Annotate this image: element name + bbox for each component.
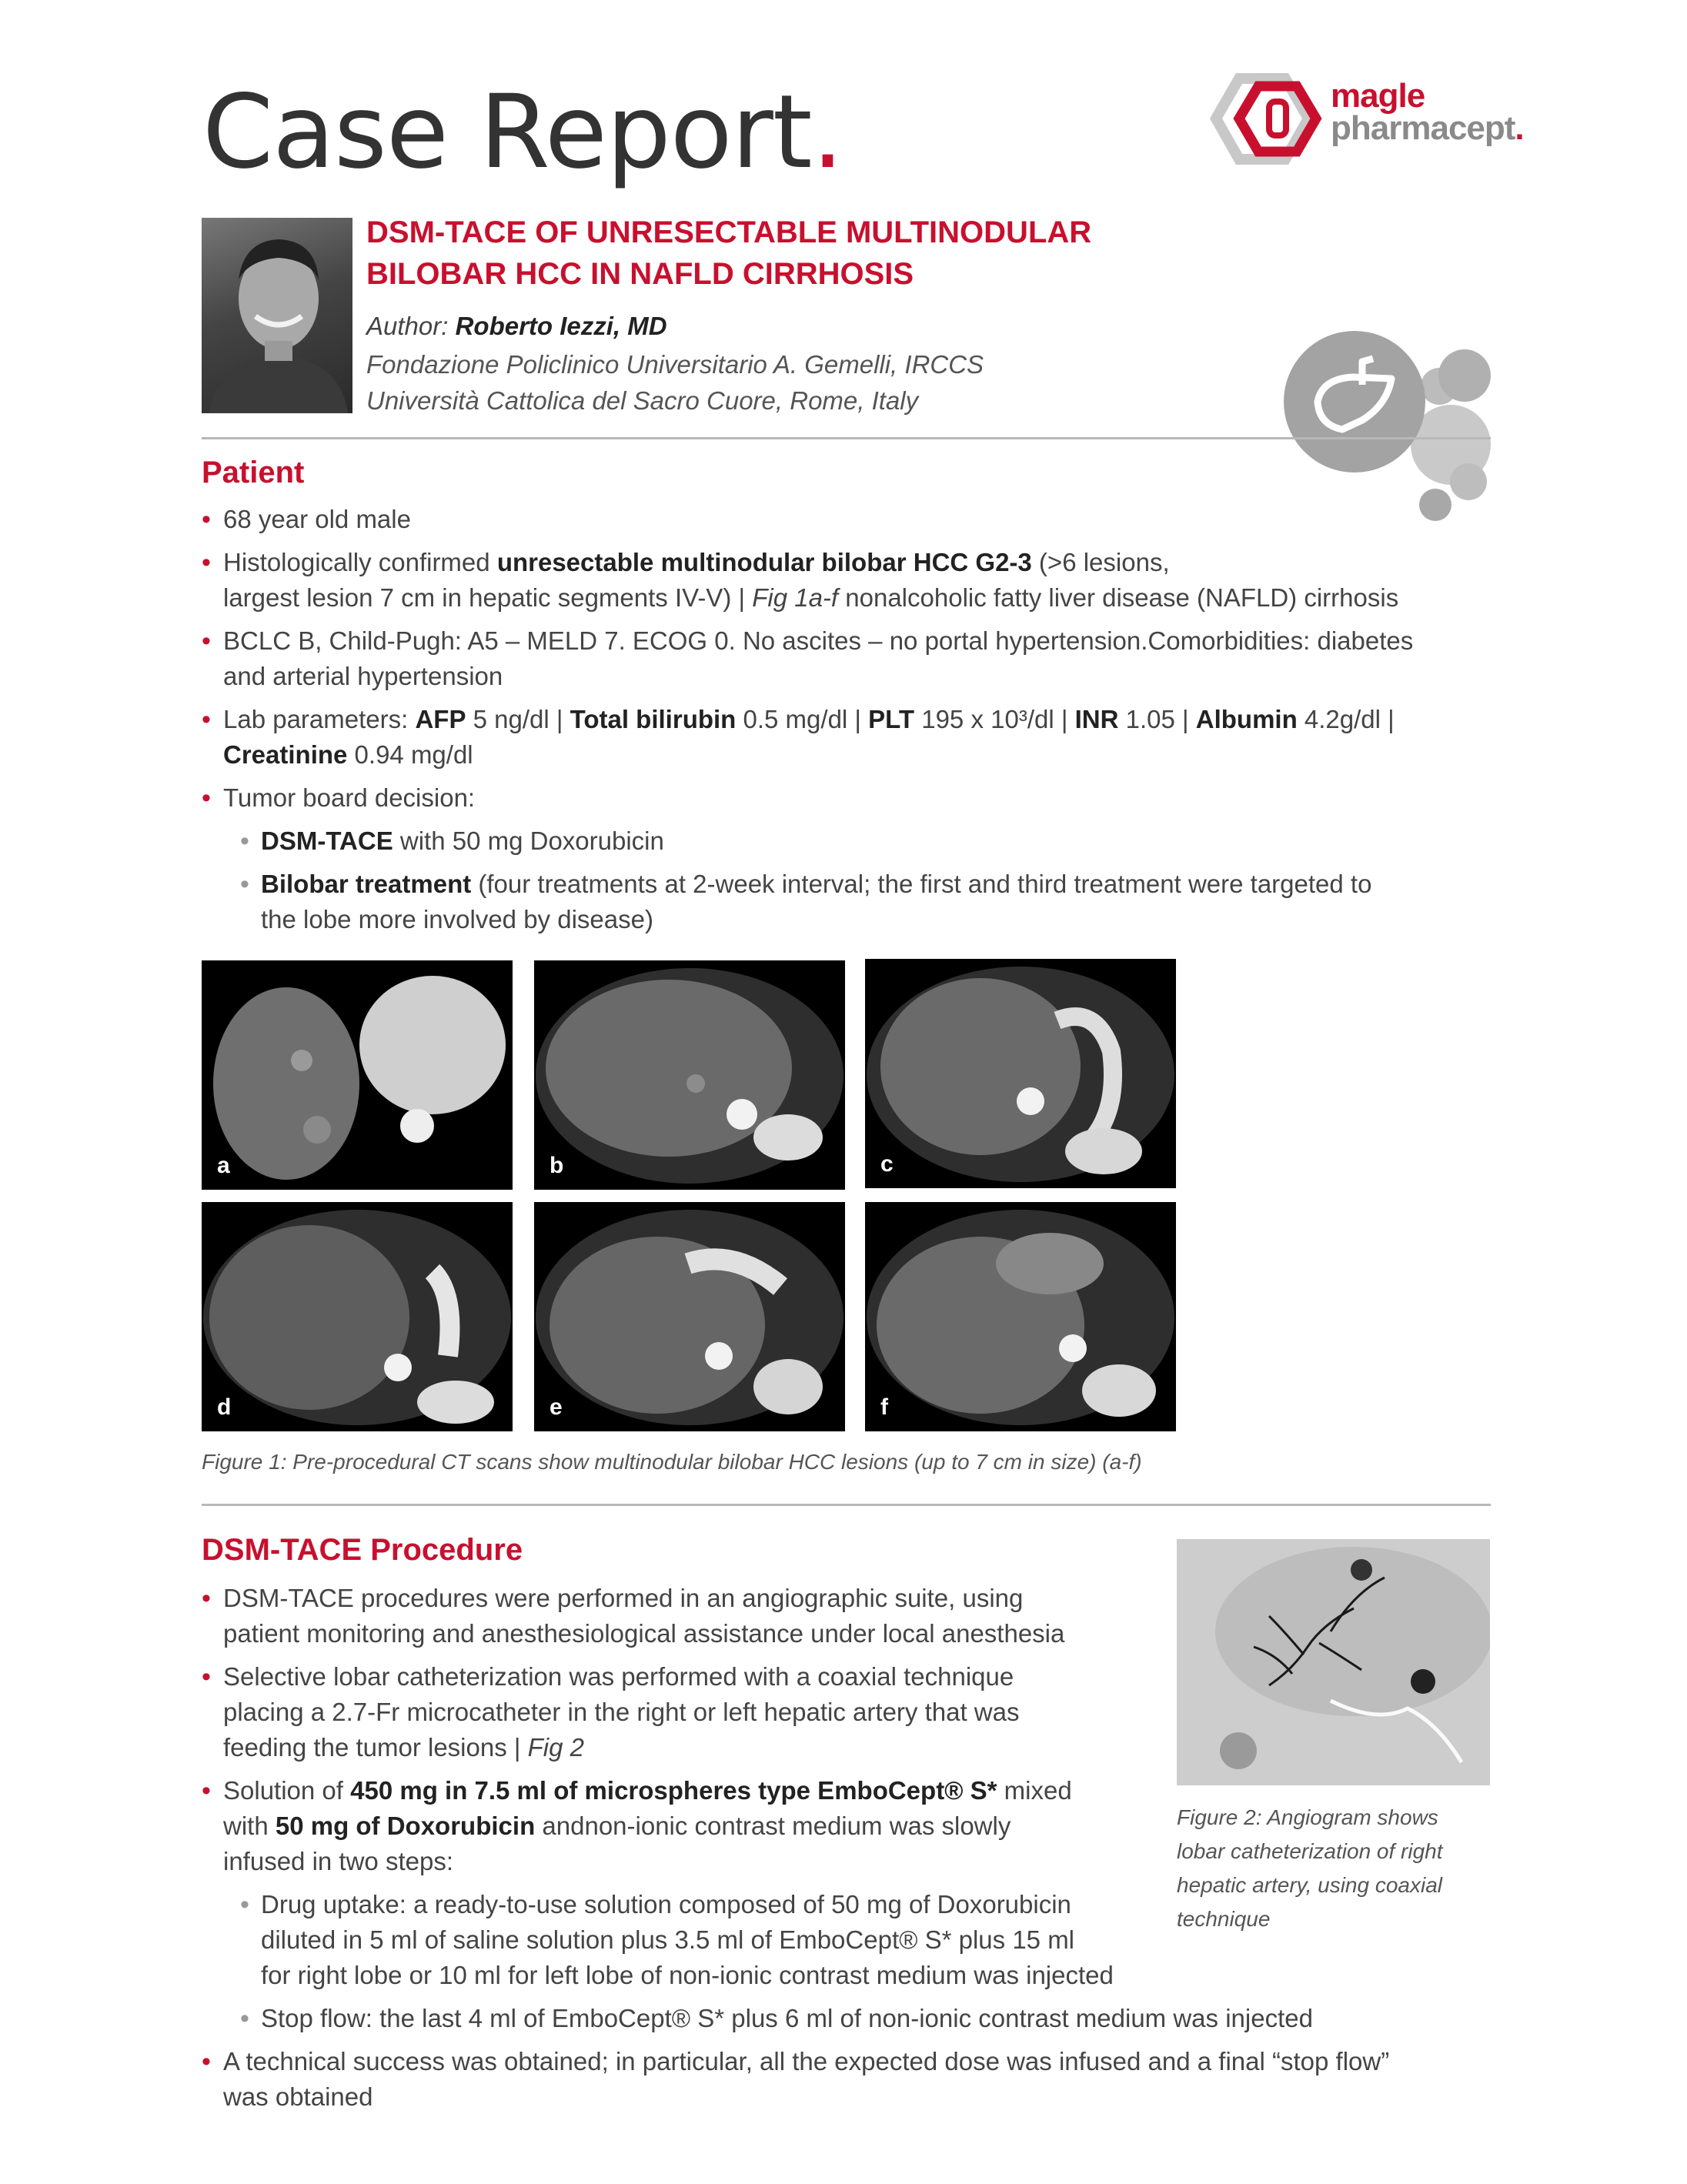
figure-1-caption: Figure 1: Pre-procedural CT scans show multinodular bilobar HCC lesions (up to 7 cm in size) (a-f) — [202, 1450, 1142, 1474]
figure-label: b — [550, 1153, 564, 1178]
ct-scan-d — [202, 1202, 513, 1431]
figure-label: c — [880, 1151, 894, 1177]
list-item: • Selective lobar catheterization was performed with a coaxial technique placing a 2.7-Fr microcatheter in the right or left hepatic artery that was feeding the tumor lesions | Fig 2 — [202, 1659, 1510, 1765]
ct-scan-f — [865, 1202, 1176, 1431]
affiliation-1: Fondazione Policlinico Universitario A. Gemelli, IRCCS — [366, 350, 984, 379]
author-portrait — [202, 218, 352, 413]
sub-list-item: • DSM-TACE with 50 mg Doxorubicin — [202, 823, 1510, 859]
list-item: • A technical success was obtained; in particular, all the expected dose was infused and a final “stop flow” was obtained — [202, 2044, 1510, 2115]
title-dot: . — [811, 73, 844, 192]
figure-2-caption: Figure 2: Angiogram shows lobar catheterization of right hepatic artery, using coaxial technique — [1177, 1805, 1443, 1931]
figure-label: d — [217, 1394, 232, 1420]
figure-label: a — [217, 1153, 230, 1178]
list-item: • Tumor board decision: — [202, 780, 1510, 816]
page-title: Case Report. — [202, 73, 844, 192]
procedure-heading: DSM-TACE Procedure — [202, 1533, 523, 1567]
sub-list-item: • Stop flow: the last 4 ml of EmboCept® S* plus 6 ml of non-ionic contrast medium was injected — [202, 2001, 1510, 2036]
ct-scan-a — [202, 960, 513, 1190]
sub-list-item: • Drug uptake: a ready-to-use solution composed of 50 mg of Doxorubicin diluted in 5 ml of saline solution plus 3.5 ml of EmboCept® S* plus 15 ml for right lobe or 10 ml for left lobe of non-ionic contrast medium was injected — [202, 1887, 1510, 1993]
figure-label: e — [550, 1394, 563, 1420]
ct-scan-e — [534, 1202, 845, 1431]
article-title: DSM-TACE OF UNRESECTABLE MULTINODULAR BILOBAR HCC IN NAFLD CIRRHOSIS — [366, 215, 1092, 291]
ct-scan-b — [534, 960, 845, 1190]
patient-heading: Patient — [202, 456, 305, 489]
brand-name-1: magle — [1331, 77, 1425, 115]
author-name: Roberto Iezzi, MD — [455, 312, 667, 340]
ct-scan-c — [865, 959, 1176, 1188]
divider-top — [202, 437, 1491, 439]
figure-label: f — [880, 1394, 888, 1420]
hexagon-logo-icon — [1204, 71, 1328, 171]
affiliation-2: Università Cattolica del Sacro Cuore, Rome, Italy — [366, 386, 919, 415]
author-line: Author: Roberto Iezzi, MD — [366, 312, 667, 340]
list-item: • Lab parameters: AFP 5 ng/dl | Total bilirubin 0.5 mg/dl | PLT 195 x 10³/dl | INR 1.05 | Albumin 4.2g/dl | Creatinine 0.94 mg/dl — [202, 702, 1510, 773]
brand-name-2: pharmacept. — [1331, 109, 1524, 147]
patient-list — [202, 502, 1510, 945]
list-item: • Histologically confirmed unresectable multinodular bilobar HCC G2-3 (>6 lesions, largest lesion 7 cm in hepatic segments IV-V) | Fig 1a-f nonalcoholic fatty liver disease (NAFLD) cirrhosis — [202, 545, 1510, 616]
list-item: • Solution of 450 mg in 7.5 ml of microspheres type EmboCept® S* mixed with 50 mg of Doxorubicin andnon-ionic contrast medium was slowly infused in two steps: — [202, 1773, 1510, 1879]
brand-logo — [1204, 71, 1524, 171]
decorative-bubbles — [1278, 331, 1508, 531]
list-item: • DSM-TACE procedures were performed in an angiographic suite, using patient monitoring and anesthesiological assistance under local anesthesia — [202, 1581, 1510, 1651]
divider-middle — [202, 1504, 1491, 1506]
angiogram-image — [1177, 1539, 1490, 1785]
sub-list-item: • Bilobar treatment (four treatments at 2-week interval; the first and third treatment were targeted to the lobe more involved by disease) — [202, 867, 1510, 937]
list-item: • BCLC B, Child-Pugh: A5 – MELD 7. ECOG 0. No ascites – no portal hypertension.Comorbidities: diabetes and arterial hypertension — [202, 623, 1510, 694]
list-item: • 68 year old male — [202, 502, 1510, 537]
